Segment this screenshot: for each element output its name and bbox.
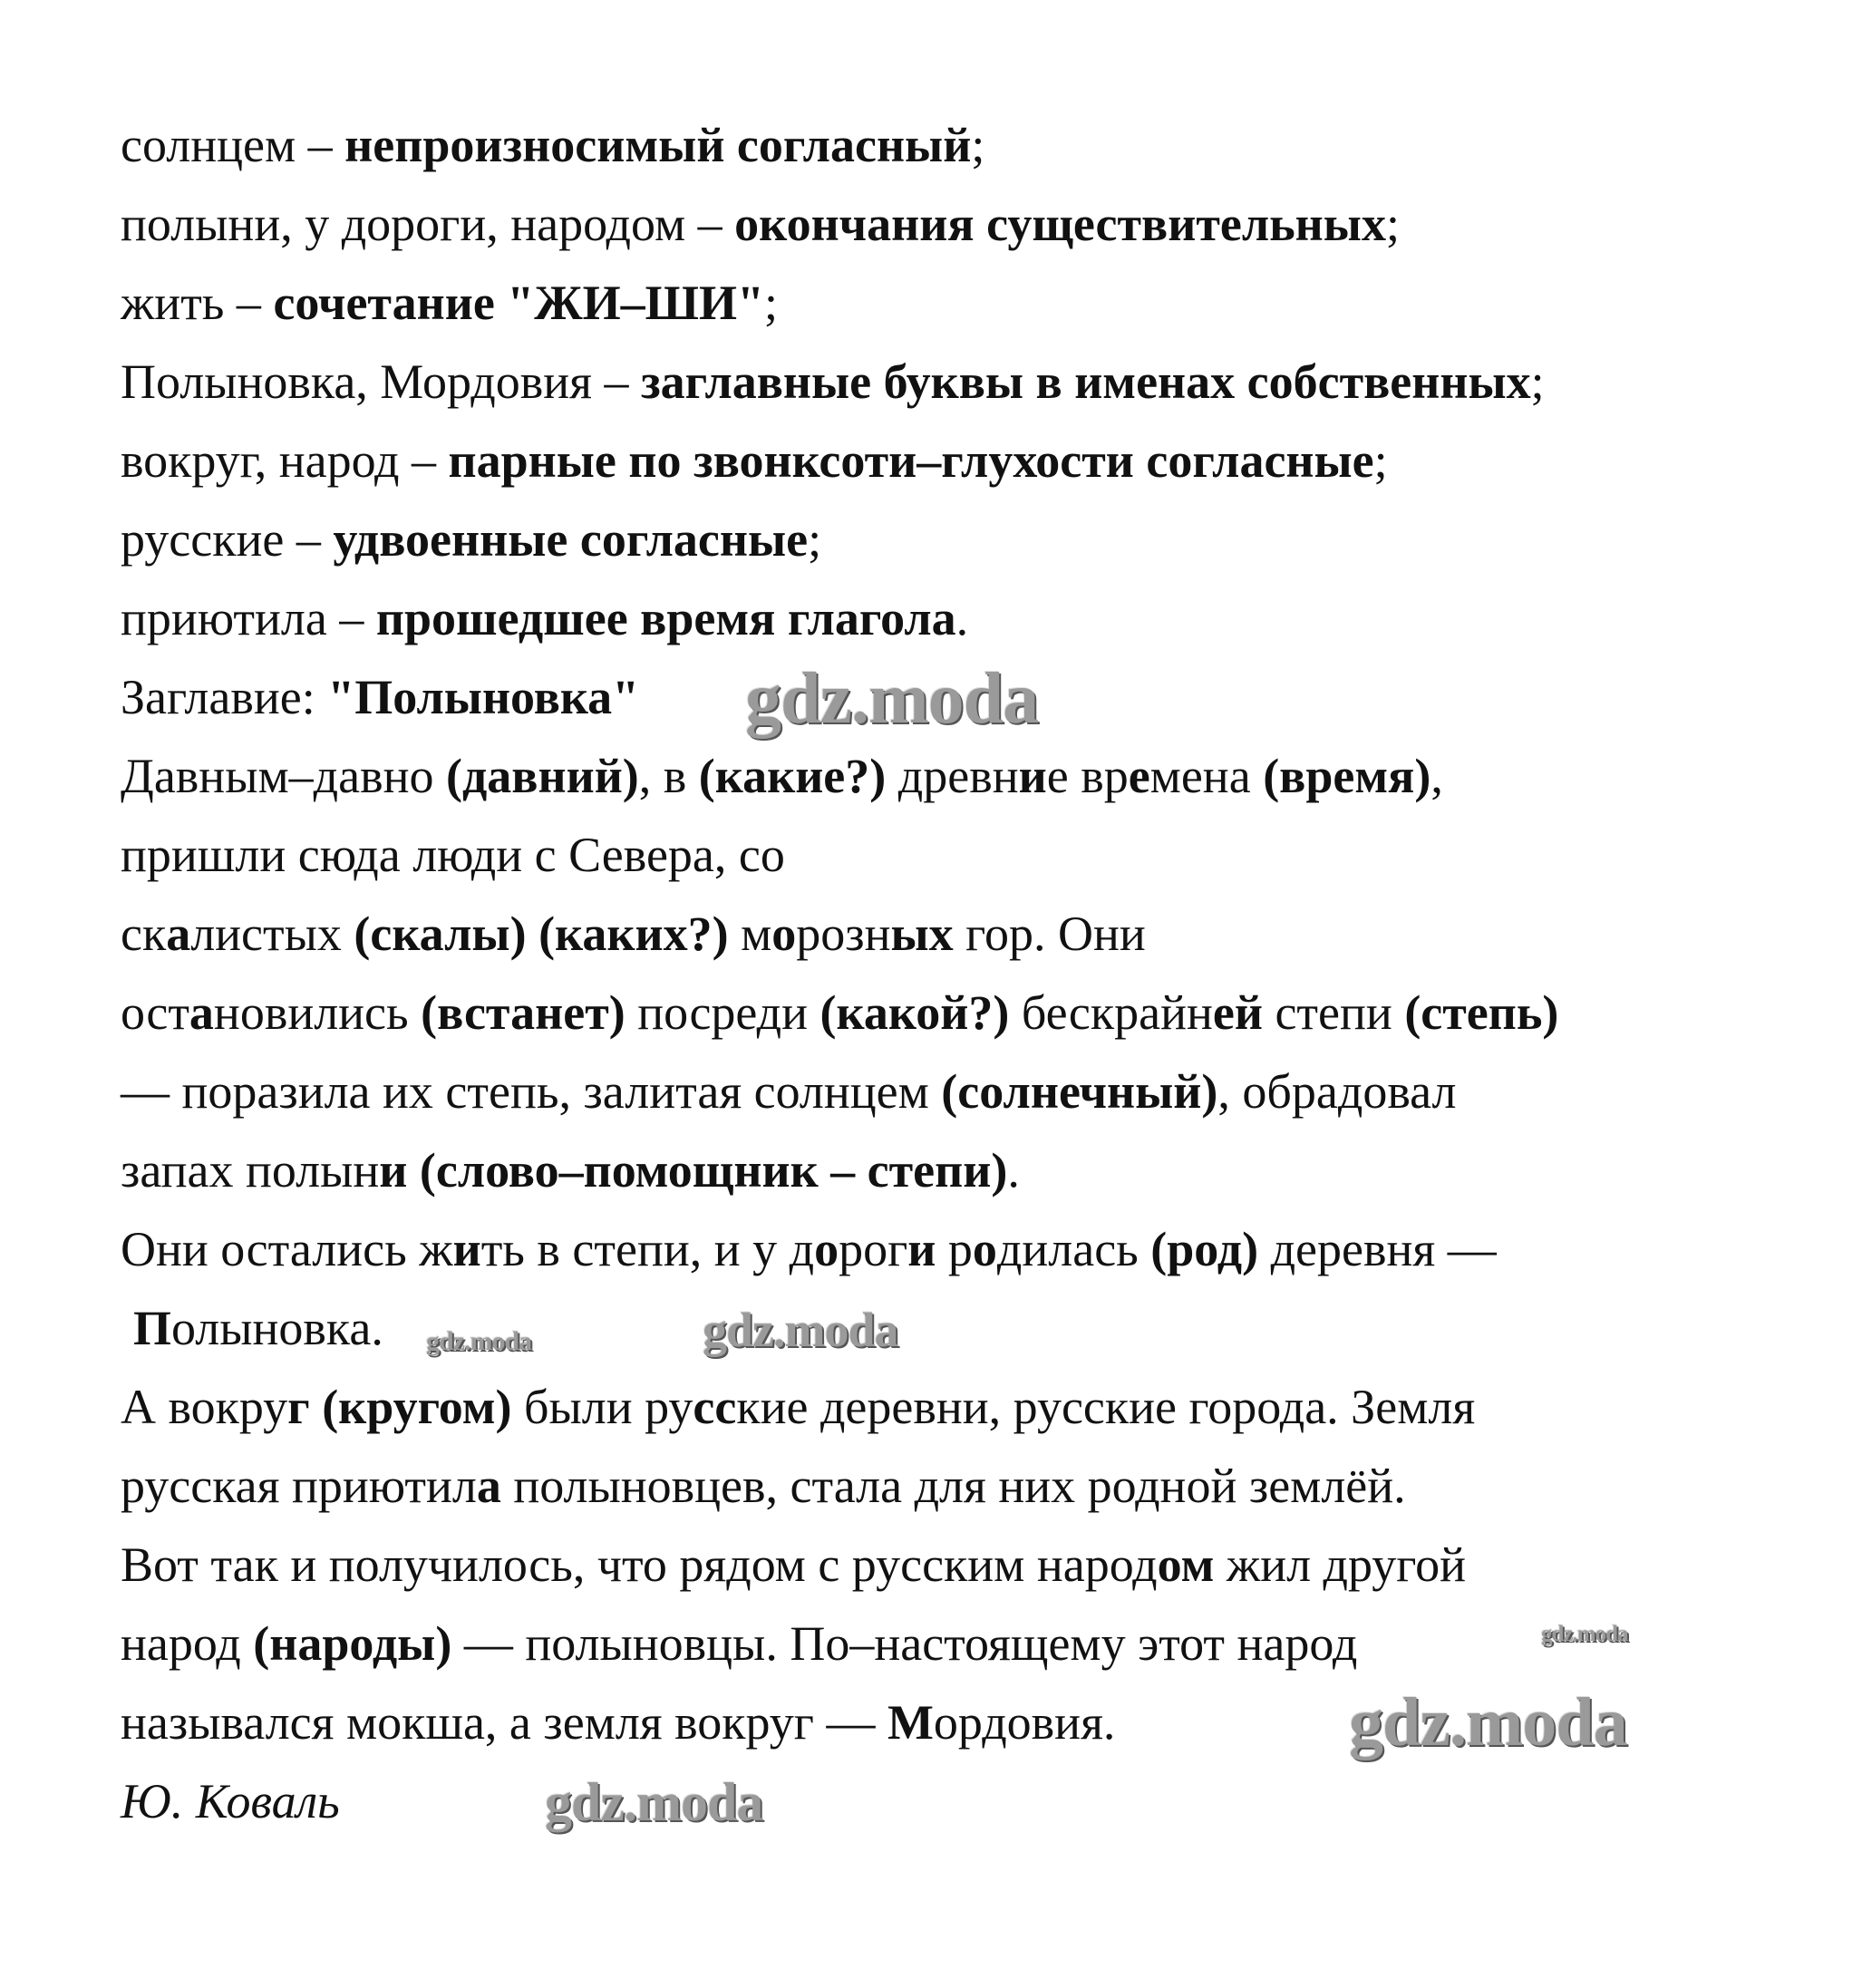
watermark: gdz.moda [1541,1622,1628,1646]
text-line [121,264,1825,343]
text: запах полын [121,1143,380,1198]
text: русская приютил [121,1459,477,1513]
text-line [121,1131,1825,1210]
text: м [728,907,772,961]
text: полыни, у дороги, народом – [121,197,735,251]
watermark: gdz.moda [703,1303,898,1357]
bold-text: сочетание "ЖИ–ШИ" [273,276,764,330]
bold-text: ых [890,907,954,961]
bold-text: (род) [1150,1222,1259,1276]
text: ть в степи, и у д [480,1222,815,1276]
bold-text: (степь) [1404,985,1559,1040]
bold-text: непроизносимый согласный [344,118,972,172]
bold-text: П [133,1301,172,1355]
text: ; [808,512,822,567]
text: ; [1373,433,1388,488]
text-line [121,1447,1825,1526]
text: посреди [625,985,820,1040]
text-line [121,974,1825,1052]
text: Они остались ж [121,1222,453,1276]
text: — поразила их степь, залитая солнцем [121,1064,942,1119]
text-line [121,185,1825,264]
bold-text: и [452,1222,481,1276]
text: рог [839,1222,908,1276]
bold-text: г [287,1380,310,1434]
bold-text: М [887,1695,934,1750]
text: народ [121,1616,254,1671]
text-line [121,1210,1825,1289]
text-line [121,816,1825,895]
text: жил другой [1214,1537,1467,1592]
bold-text: о [814,1222,839,1276]
text: Заглавие: [121,670,328,724]
bold-text: прошедшее время глагола [375,591,956,645]
bold-text: "Полыновка" [327,670,640,724]
text: розн [796,907,891,961]
bold-text: (какие?) [698,749,887,803]
text: е вр [1046,749,1129,803]
bold-text: (какой?) [819,985,1010,1040]
text: . [955,591,969,645]
watermark: gdz.moda [1349,1684,1627,1760]
bold-text: ом [1157,1537,1215,1592]
author-signature: Ю. Коваль [121,1774,340,1828]
text: новились [213,985,422,1040]
bold-text: сс [693,1380,737,1434]
watermark: gdz.moda [426,1326,532,1356]
text-line [121,895,1825,974]
bold-text: (давний) [446,749,639,803]
text-line [121,422,1825,500]
text: — полыновцы. По–настоящему этот народ [451,1616,1358,1671]
bold-text: и [379,1143,408,1198]
text: А вокру [121,1380,288,1434]
text: ; [1530,354,1545,409]
text-line [121,343,1825,422]
text: солнцем – [121,118,345,172]
text: мена [1149,749,1264,803]
bold-text: е [1128,749,1150,803]
text-line [121,1052,1825,1131]
bold-text: и [907,1222,936,1276]
text: , обрадовал [1217,1064,1457,1119]
text: бескрайн [1009,985,1213,1040]
text: гор. Они [953,907,1146,961]
bold-text: ей [1212,985,1263,1040]
text: дилась [996,1222,1151,1276]
text: олыновка. [171,1301,383,1355]
text: Вот так и получилось, что рядом с русским народ [121,1537,1158,1592]
text: назывался мокша, а земля вокруг — [121,1695,887,1750]
text-line [121,737,1825,816]
text-line [121,1526,1825,1605]
text: вокруг, народ – [121,433,449,488]
text: ост [121,985,189,1040]
bold-text: а [166,907,191,961]
text: древн [886,749,1019,803]
text: листых [190,907,354,961]
text-line [121,1762,1825,1841]
text: деревня — [1258,1222,1497,1276]
text: ордовия. [933,1695,1116,1750]
text-line [121,500,1825,579]
text: , в [638,749,699,803]
bold-text: о [771,907,797,961]
bold-text: (слово–помощник – степи) [419,1143,1008,1198]
text: Полыновка, Мордовия – [121,354,641,409]
text-line [121,1368,1825,1447]
text: ; [1385,197,1400,251]
bold-text: а [189,985,214,1040]
text [310,1380,323,1434]
bold-text: (время) [1263,749,1431,803]
watermark: gdz.moda [545,1772,763,1832]
text: были ру [511,1380,693,1434]
text: пришли сюда люди с Севера, со [121,828,785,882]
text: . [1007,1143,1020,1198]
text: ; [971,118,985,172]
bold-text: заглавные буквы в именах собственных [640,354,1531,409]
text: степи [1262,985,1405,1040]
bold-text: (солнечный) [941,1064,1218,1119]
text: ск [121,907,167,961]
bold-text: парные по звонксоти–глухости согласные [448,433,1374,488]
text: жить – [121,276,274,330]
bold-text: окончания существительных [734,197,1386,251]
text: кие деревни, русские города. Земля [736,1380,1476,1434]
text: ; [763,276,778,330]
text: р [936,1222,973,1276]
text-line [121,1289,1825,1368]
document-body [121,106,1825,1841]
bold-text: и [1018,749,1047,803]
bold-text: (встанет) [421,985,626,1040]
bold-text: (скалы) (каких?) [354,907,729,961]
text-line [121,579,1825,658]
text [407,1143,420,1198]
text: приютила – [121,591,376,645]
bold-text: удвоенные согласные [333,512,809,567]
watermark: gdz.moda [745,659,1039,739]
text-line [121,106,1825,185]
text: полыновцев, стала для них родной землёй. [500,1459,1406,1513]
text: русские – [121,512,334,567]
bold-text: а [476,1459,501,1513]
bold-text: о [972,1222,997,1276]
bold-text: (народы) [253,1616,452,1671]
bold-text: (кругом) [322,1380,512,1434]
text: Давным–давно [121,749,446,803]
text: , [1430,749,1443,803]
